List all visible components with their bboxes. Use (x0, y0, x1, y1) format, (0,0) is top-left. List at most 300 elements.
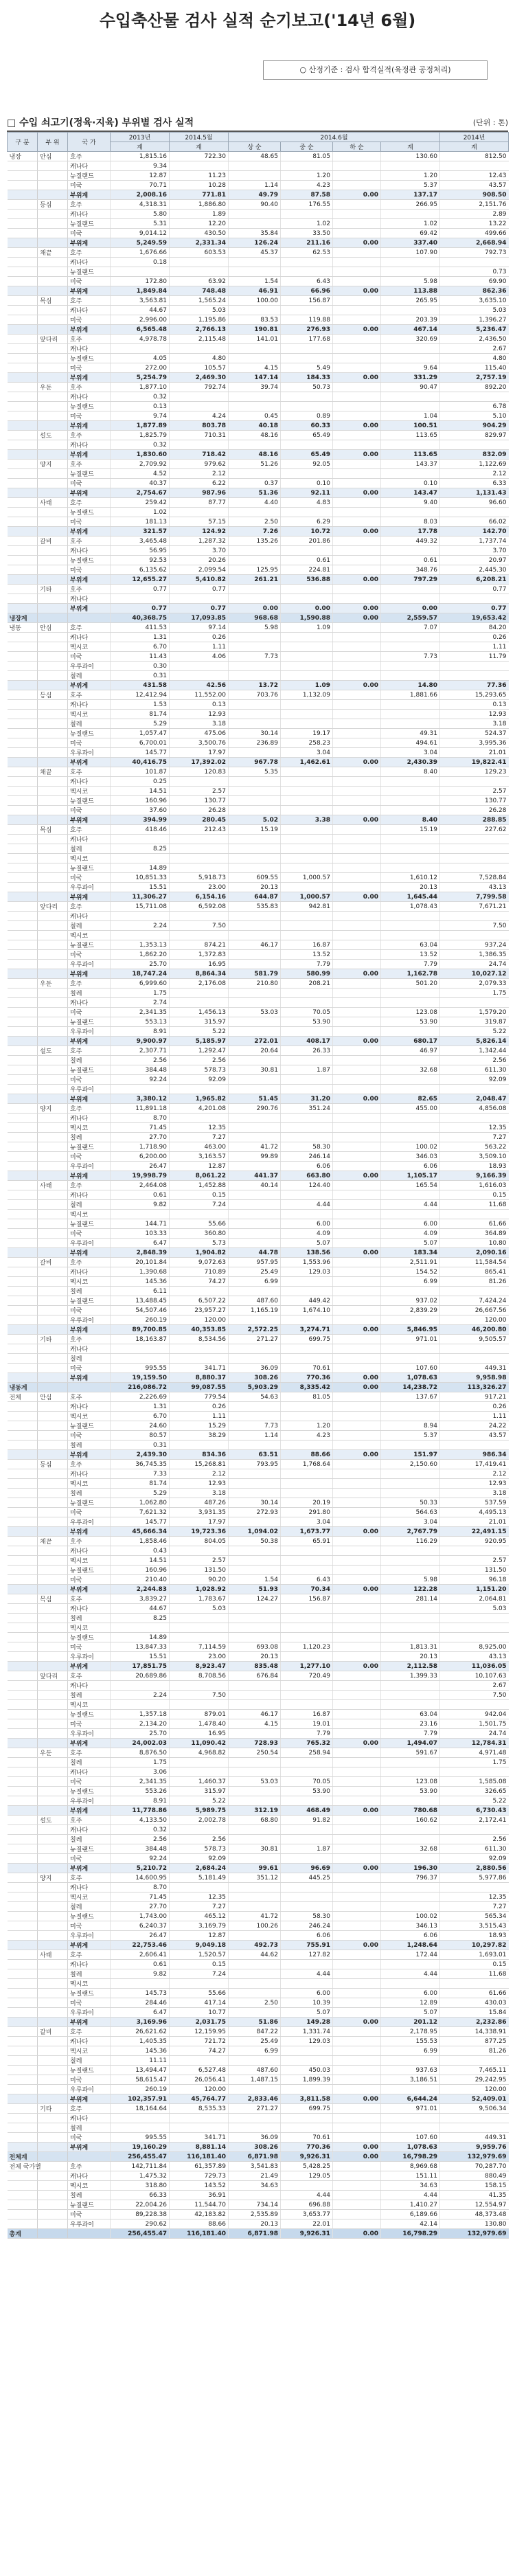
cell-category (8, 931, 38, 940)
cell-2014: 14,338.91 (440, 2027, 509, 2037)
cell-late (333, 883, 381, 892)
cell-part: 우둔 (38, 1748, 68, 1758)
cell-country: 캐나다 (68, 161, 111, 171)
cell-2013: 80.57 (111, 1431, 170, 1440)
cell-mid: 4.44 (281, 1200, 333, 1210)
cell-early (229, 806, 281, 815)
cell-part (38, 1556, 68, 1566)
table-row (8, 2018, 509, 2027)
cell-country: 캐나다 (68, 1267, 111, 1277)
cell-2013: 36,745.35 (111, 1460, 170, 1469)
cell-part: 양지 (38, 1873, 68, 1883)
cell-country: 호주 (68, 1104, 111, 1114)
cell-early: 51.36 (229, 488, 281, 498)
cell-early (229, 844, 281, 854)
cell-country: 칠레 (68, 1133, 111, 1142)
cell-2013: 92.24 (111, 1854, 170, 1864)
cell-mid (281, 1489, 333, 1498)
cell-country: 멕시코 (68, 1412, 111, 1421)
cell-early: 20.13 (229, 2219, 281, 2229)
cell-mid: 1,277.10 (281, 1662, 333, 1671)
cell-may: 710.31 (170, 431, 229, 440)
cell-mid (281, 1190, 333, 1200)
cell-mid: 13.52 (281, 950, 333, 960)
cell-category (8, 238, 38, 248)
cell-jun: 1.02 (381, 219, 440, 229)
cell-country: 미국 (68, 1364, 111, 1373)
cell-part (38, 1691, 68, 1700)
cell-2013: 2,341.35 (111, 1008, 170, 1017)
cell-jun: 3,186.51 (381, 2075, 440, 2085)
cell-category (8, 719, 38, 729)
cell-may: 7.50 (170, 921, 229, 931)
cell-2013: 2,008.16 (111, 190, 170, 200)
cell-late (333, 431, 381, 440)
cell-category (8, 1912, 38, 1921)
cell-late (333, 2027, 381, 2037)
cell-late (333, 402, 381, 411)
cell-late (333, 267, 381, 277)
table-row (8, 931, 509, 940)
cell-category (8, 1027, 38, 1037)
table-row (8, 1017, 509, 1027)
cell-may: 0.15 (170, 1960, 229, 1969)
cell-part (38, 912, 68, 921)
cell-mid: 149.28 (281, 2018, 333, 2027)
cell-part (38, 604, 68, 613)
cell-2013: 6.70 (111, 642, 170, 652)
cell-category (8, 863, 38, 873)
cell-category (8, 2075, 38, 2085)
cell-late (333, 1200, 381, 1210)
cell-mid: 408.17 (281, 1037, 333, 1046)
header-2014-may: 2014.5월 (170, 133, 229, 142)
cell-2013: 1,815.16 (111, 152, 170, 161)
cell-part (38, 1739, 68, 1748)
cell-jun (381, 594, 440, 604)
cell-category (8, 1056, 38, 1065)
cell-part (38, 363, 68, 373)
cell-early: 703.76 (229, 690, 281, 700)
table-row (8, 2037, 509, 2046)
cell-mid: 4.09 (281, 1229, 333, 1239)
cell-mid: 246.14 (281, 1152, 333, 1162)
cell-country: 뉴질랜드 (68, 1710, 111, 1719)
cell-may: 3,931.35 (170, 1508, 229, 1517)
cell-mid: 19.17 (281, 729, 333, 738)
table-row (8, 267, 509, 277)
cell-2014: 120.00 (440, 1315, 509, 1325)
cell-part (38, 1989, 68, 1998)
cell-country: 우루과이 (68, 1027, 111, 1037)
cell-jun: 3.04 (381, 748, 440, 758)
cell-country: 뉴질랜드 (68, 1787, 111, 1796)
cell-country: 칠레 (68, 671, 111, 681)
table-row (8, 1277, 509, 1287)
cell-mid (281, 2046, 333, 2056)
cell-part (38, 190, 68, 200)
cell-late (333, 210, 381, 219)
cell-2013: 12,412.94 (111, 690, 170, 700)
cell-jun (381, 392, 440, 402)
cell-2013: 40.37 (111, 479, 170, 488)
cell-late (333, 1229, 381, 1239)
table-row (8, 1133, 509, 1142)
cell-may: 120.83 (170, 767, 229, 777)
cell-may: 11.23 (170, 171, 229, 181)
cell-2014: 2,232.86 (440, 2018, 509, 2027)
cell-may: 1.11 (170, 642, 229, 652)
cell-2014: 7,799.58 (440, 892, 509, 902)
cell-2013: 0.61 (111, 1190, 170, 1200)
cell-mid (281, 2085, 333, 2094)
cell-category (8, 1344, 38, 1354)
cell-late (333, 662, 381, 671)
cell-category (8, 1229, 38, 1239)
cell-category (8, 1287, 38, 1296)
cell-2014: 1,122.69 (440, 460, 509, 469)
cell-late: 0.00 (333, 2143, 381, 2152)
cell-2014: 12,784.31 (440, 1739, 509, 1748)
cell-category (8, 161, 38, 171)
table-row (8, 296, 509, 306)
cell-2013: 418.46 (111, 825, 170, 835)
cell-part (38, 1162, 68, 1171)
cell-2013: 8.25 (111, 844, 170, 854)
cell-2014: 449.31 (440, 2133, 509, 2143)
cell-mid: 58.30 (281, 1142, 333, 1152)
cell-late (333, 998, 381, 1008)
cell-may: 11,552.00 (170, 690, 229, 700)
cell-late (333, 988, 381, 998)
table-row (8, 517, 509, 527)
cell-part (38, 2210, 68, 2219)
cell-country (68, 2229, 111, 2239)
cell-category (8, 1969, 38, 1979)
cell-2013: 18,747.24 (111, 969, 170, 979)
cell-country: 우루과이 (68, 960, 111, 969)
cell-part (38, 1931, 68, 1941)
cell-may: 987.96 (170, 488, 229, 498)
cell-jun: 5.07 (381, 1239, 440, 1248)
cell-2014 (440, 1633, 509, 1642)
table-row (8, 1142, 509, 1152)
cell-2013: 92.24 (111, 1075, 170, 1085)
cell-mid: 91.82 (281, 1816, 333, 1825)
cell-category (8, 2200, 38, 2210)
cell-2013: 20,689.86 (111, 1671, 170, 1681)
table-row (8, 1806, 509, 1816)
cell-part (38, 1489, 68, 1498)
cell-2014: 3,635.10 (440, 296, 509, 306)
cell-category (8, 1902, 38, 1912)
cell-country: 부위계 (68, 190, 111, 200)
cell-jun: 5.98 (381, 1575, 440, 1585)
cell-early: 487.60 (229, 2066, 281, 2075)
cell-country: 부위계 (68, 1373, 111, 1383)
cell-may (170, 1287, 229, 1296)
cell-late (333, 1729, 381, 1739)
cell-early (229, 863, 281, 873)
cell-jun (381, 2056, 440, 2066)
cell-mid: 5.07 (281, 2008, 333, 2018)
cell-2013: 0.25 (111, 777, 170, 787)
cell-early: 141.01 (229, 335, 281, 344)
cell-2014: 865.41 (440, 1267, 509, 1277)
cell-jun: 591.67 (381, 1748, 440, 1758)
cell-category (8, 1671, 38, 1681)
cell-2014: 5,826.14 (440, 1037, 509, 1046)
cell-late (333, 1489, 381, 1498)
cell-jun: 1,881.66 (381, 690, 440, 700)
cell-late (333, 306, 381, 315)
cell-part (38, 671, 68, 681)
cell-2014: 2,172.41 (440, 1816, 509, 1825)
cell-category (8, 1065, 38, 1075)
cell-2013: 1.53 (111, 700, 170, 710)
cell-may: 57.15 (170, 517, 229, 527)
table-row (8, 1835, 509, 1844)
cell-early (229, 1902, 281, 1912)
cell-2013: 71.45 (111, 1893, 170, 1902)
cell-2014: 1,151.20 (440, 1585, 509, 1594)
cell-country: 호주 (68, 296, 111, 306)
cell-may: 465.12 (170, 1912, 229, 1921)
table-row (8, 2191, 509, 2200)
cell-may: 463.00 (170, 1142, 229, 1152)
cell-category (8, 431, 38, 440)
cell-category (8, 258, 38, 267)
cell-late: 0.00 (333, 1806, 381, 1816)
cell-late: 0.00 (333, 1739, 381, 1748)
table-row (8, 1671, 509, 1681)
cell-may: 1,783.67 (170, 1594, 229, 1604)
cell-2014: 611.30 (440, 1065, 509, 1075)
cell-jun: 6.99 (381, 1277, 440, 1287)
table-row (8, 912, 509, 921)
cell-mid: 119.88 (281, 315, 333, 325)
cell-late (333, 1508, 381, 1517)
cell-mid (281, 652, 333, 662)
cell-late (333, 1142, 381, 1152)
cell-may (170, 392, 229, 402)
cell-category (8, 1315, 38, 1325)
cell-country: 캐나다 (68, 344, 111, 354)
cell-late (333, 844, 381, 854)
cell-country: 미국 (68, 229, 111, 238)
cell-mid: 211.16 (281, 238, 333, 248)
cell-jun: 8,969.68 (381, 2162, 440, 2171)
cell-late (333, 912, 381, 921)
cell-category (8, 2191, 38, 2200)
cell-may: 341.71 (170, 2133, 229, 2143)
cell-jun: 1.04 (381, 411, 440, 421)
cell-may: 1,478.40 (170, 1719, 229, 1729)
cell-2013: 15,711.08 (111, 902, 170, 912)
cell-category (8, 344, 38, 354)
cell-early: 51.45 (229, 1094, 281, 1104)
cell-country: 미국 (68, 1998, 111, 2008)
cell-may (170, 1681, 229, 1691)
cell-part (38, 1190, 68, 1200)
cell-jun: 4.44 (381, 1200, 440, 1210)
header-2014-total: 계 (440, 142, 509, 152)
cell-part: 사태 (38, 498, 68, 508)
cell-part (38, 1296, 68, 1306)
cell-part (38, 1969, 68, 1979)
cell-category (8, 1614, 38, 1623)
cell-early (229, 1354, 281, 1364)
cell-2014: 52,409.01 (440, 2094, 509, 2104)
cell-may (170, 2114, 229, 2123)
cell-2014: 132,979.69 (440, 2152, 509, 2162)
table-row (8, 1421, 509, 1431)
cell-jun: 53.90 (381, 1017, 440, 1027)
cell-mid (281, 719, 333, 729)
table-row (8, 2085, 509, 2094)
cell-late (333, 710, 381, 719)
cell-2013: 81.74 (111, 710, 170, 719)
cell-country: 우루과이 (68, 1085, 111, 1094)
cell-mid: 81.05 (281, 1392, 333, 1402)
table-row (8, 960, 509, 969)
cell-category (8, 1267, 38, 1277)
cell-jun (381, 1700, 440, 1710)
cell-2013: 2.24 (111, 921, 170, 931)
cell-country: 부위계 (68, 1450, 111, 1460)
cell-country: 미국 (68, 315, 111, 325)
cell-2014: 3.18 (440, 719, 509, 729)
cell-2014: 61.66 (440, 1219, 509, 1229)
table-row (8, 392, 509, 402)
cell-category (8, 1133, 38, 1142)
cell-category (8, 200, 38, 210)
cell-late (333, 1719, 381, 1729)
cell-part: 앞다리 (38, 902, 68, 912)
cell-country: 호주 (68, 1873, 111, 1883)
cell-late (333, 1556, 381, 1566)
cell-early (229, 1517, 281, 1527)
cell-category (8, 229, 38, 238)
cell-category (8, 1787, 38, 1796)
cell-jun (381, 161, 440, 171)
cell-2014: 862.36 (440, 286, 509, 296)
cell-country: 호주 (68, 1816, 111, 1825)
cell-late (333, 556, 381, 565)
cell-may: 15.29 (170, 1421, 229, 1431)
cell-2014: 115.40 (440, 363, 509, 373)
cell-category (8, 1075, 38, 1085)
cell-category (8, 2123, 38, 2133)
cell-2014: 942.04 (440, 1710, 509, 1719)
cell-category (8, 1652, 38, 1662)
cell-2013: 4,978.78 (111, 335, 170, 344)
cell-mid: 0.00 (281, 604, 333, 613)
cell-2013: 89,700.85 (111, 1325, 170, 1335)
cell-2013: 260.19 (111, 2085, 170, 2094)
cell-category (8, 1123, 38, 1133)
table-row (8, 940, 509, 950)
table-row (8, 2181, 509, 2191)
cell-2013 (111, 1623, 170, 1633)
cell-country: 부위계 (68, 758, 111, 767)
cell-jun (381, 854, 440, 863)
cell-country: 멕시코 (68, 1700, 111, 1710)
cell-late (333, 796, 381, 806)
cell-late (333, 1402, 381, 1412)
cell-may (170, 344, 229, 354)
cell-part (38, 921, 68, 931)
table-row (8, 575, 509, 585)
table-row (8, 210, 509, 219)
cell-may: 341.71 (170, 1364, 229, 1373)
cell-2013: 3,465.48 (111, 536, 170, 546)
cell-jun: 7.07 (381, 623, 440, 633)
cell-2013: 11,891.18 (111, 1104, 170, 1114)
cell-early (229, 1787, 281, 1796)
cell-2014: 6,730.43 (440, 1806, 509, 1816)
cell-late (333, 1421, 381, 1431)
cell-mid (281, 710, 333, 719)
cell-late (333, 623, 381, 633)
cell-category (8, 1739, 38, 1748)
cell-2013: 27.70 (111, 1133, 170, 1142)
cell-late (333, 1431, 381, 1440)
cell-mid: 16.87 (281, 1710, 333, 1719)
cell-country: 우루과이 (68, 1517, 111, 1527)
cell-country: 호주 (68, 1392, 111, 1402)
cell-country: 부위계 (68, 1325, 111, 1335)
cell-early: 39.74 (229, 383, 281, 392)
cell-category (8, 825, 38, 835)
table-row (8, 181, 509, 190)
cell-2013 (111, 1210, 170, 1219)
cell-2014: 2,880.56 (440, 1864, 509, 1873)
cell-late (333, 671, 381, 681)
cell-part (38, 1354, 68, 1364)
cell-late (333, 335, 381, 344)
cell-2013: 216,086.72 (111, 1383, 170, 1392)
cell-early: 40.14 (229, 1181, 281, 1190)
cell-part (38, 1498, 68, 1508)
cell-late (333, 469, 381, 479)
table-row (8, 681, 509, 690)
cell-part (38, 2094, 68, 2104)
cell-jun: 6.06 (381, 1162, 440, 1171)
cell-2014: 2,151.76 (440, 200, 509, 210)
cell-2014: 7.50 (440, 1691, 509, 1700)
cell-early: 34.63 (229, 2181, 281, 2191)
cell-may: 15,268.81 (170, 1460, 229, 1469)
cell-jun (381, 1893, 440, 1902)
cell-country: 우루과이 (68, 1315, 111, 1325)
table-row (8, 1950, 509, 1960)
cell-country: 부위계 (68, 681, 111, 690)
cell-mid (281, 1546, 333, 1556)
cell-2013: 5,249.59 (111, 238, 170, 248)
cell-category (8, 835, 38, 844)
cell-jun (381, 1085, 440, 1094)
cell-2013 (111, 1344, 170, 1354)
cell-may: 63.92 (170, 277, 229, 286)
cell-country: 칠레 (68, 1902, 111, 1912)
cell-2013: 81.74 (111, 1479, 170, 1489)
cell-may (170, 1114, 229, 1123)
cell-jun: 1.20 (381, 171, 440, 181)
cell-early: 35.84 (229, 229, 281, 238)
cell-jun: 107.90 (381, 248, 440, 258)
cell-early (229, 1767, 281, 1777)
